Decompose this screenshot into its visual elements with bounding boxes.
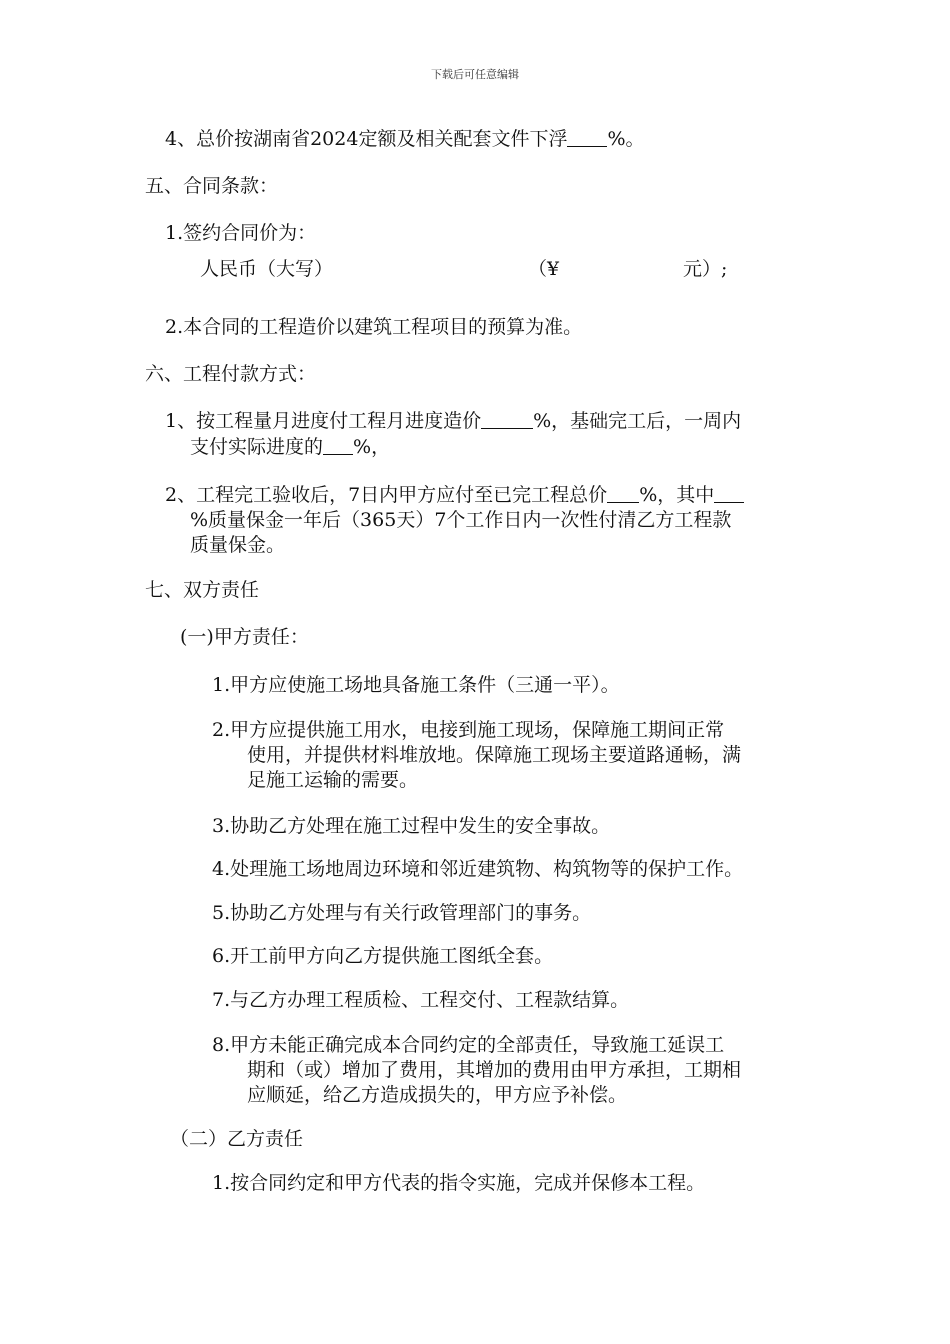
payment-item-2-line-1	[165, 482, 744, 508]
party-a-item-8-line-2: 期和（或）增加了费用，其增加的费用由甲方承担，工期相	[247, 1059, 742, 1081]
blank-line	[567, 126, 607, 147]
party-b-title: （二）乙方责任	[170, 1128, 304, 1150]
party-a-title: (一)甲方责任：	[180, 626, 309, 648]
clause-text: 支付实际进度的	[190, 436, 324, 458]
clause-text: 1、按工程量月进度付工程月进度造价	[165, 410, 482, 432]
party-a-item-4: 4.处理施工场地周边环境和邻近建筑物、构筑物等的保护工作。	[212, 858, 744, 880]
party-a-item-6: 6.开工前甲方向乙方提供施工图纸全套。	[212, 945, 554, 967]
blank-line	[481, 408, 533, 429]
party-a-item-8-line-1: 8.甲方未能正确完成本合同约定的全部责任，导致施工延误工	[212, 1034, 725, 1056]
payment-item-2-line-3: 质量保金。	[190, 534, 286, 556]
payment-item-1-line-1	[165, 408, 741, 434]
section-6-title: 六、工程付款方式：	[145, 363, 317, 385]
section-7-title: 七、双方责任	[145, 579, 260, 601]
clause-text: %，其中	[639, 484, 715, 506]
party-a-item-2-line-1: 2.甲方应提供施工用水，电接到施工现场，保障施工期间正常	[212, 719, 725, 741]
blank-line	[607, 482, 639, 503]
clause-text: %，基础完工后，一周内	[533, 410, 742, 432]
page-header: 下载后可任意编辑	[431, 68, 519, 81]
party-a-item-2-line-2: 使用，并提供材料堆放地。保障施工现场主要道路通畅，满	[247, 744, 742, 766]
clause-text: %，	[353, 436, 391, 458]
yen-open: （¥	[528, 258, 560, 280]
party-a-item-3: 3.协助乙方处理在施工过程中发生的安全事故。	[212, 815, 611, 837]
party-a-item-7: 7.与乙方办理工程质检、工程交付、工程款结算。	[212, 989, 630, 1011]
clause-item-2: 2.本合同的工程造价以建筑工程项目的预算为准。	[165, 316, 583, 338]
clause-text: 4、总价按湖南省2024定额及相关配套文件下浮	[165, 128, 568, 150]
clause-item-4	[165, 126, 645, 152]
payment-item-2-line-2: %质量保金一年后（365天）7个工作日内一次性付清乙方工程款	[190, 509, 732, 531]
payment-item-1-line-2	[190, 434, 390, 460]
party-a-item-1: 1.甲方应使施工场地具备施工条件（三通一平）。	[212, 674, 620, 696]
clause-text: %。	[607, 128, 645, 150]
clause-text: 2、工程完工验收后，7日内甲方应付至已完工程总价	[165, 484, 608, 506]
blank-line	[714, 482, 744, 503]
sign-price-label: 1.签约合同价为：	[165, 222, 317, 244]
party-a-item-8-line-3: 应顺延，给乙方造成损失的，甲方应予补偿。	[247, 1084, 628, 1106]
party-a-item-2-line-3: 足施工运输的需要。	[247, 769, 419, 791]
party-b-item-1: 1.按合同约定和甲方代表的指令实施，完成并保修本工程。	[212, 1172, 706, 1194]
section-5-title: 五、合同条款：	[145, 175, 279, 197]
blank-line	[323, 434, 353, 455]
yuan-close: 元）;	[683, 258, 728, 280]
rmb-label: 人民币（大写）	[200, 258, 334, 280]
party-a-item-5: 5.协助乙方处理与有关行政管理部门的事务。	[212, 902, 592, 924]
